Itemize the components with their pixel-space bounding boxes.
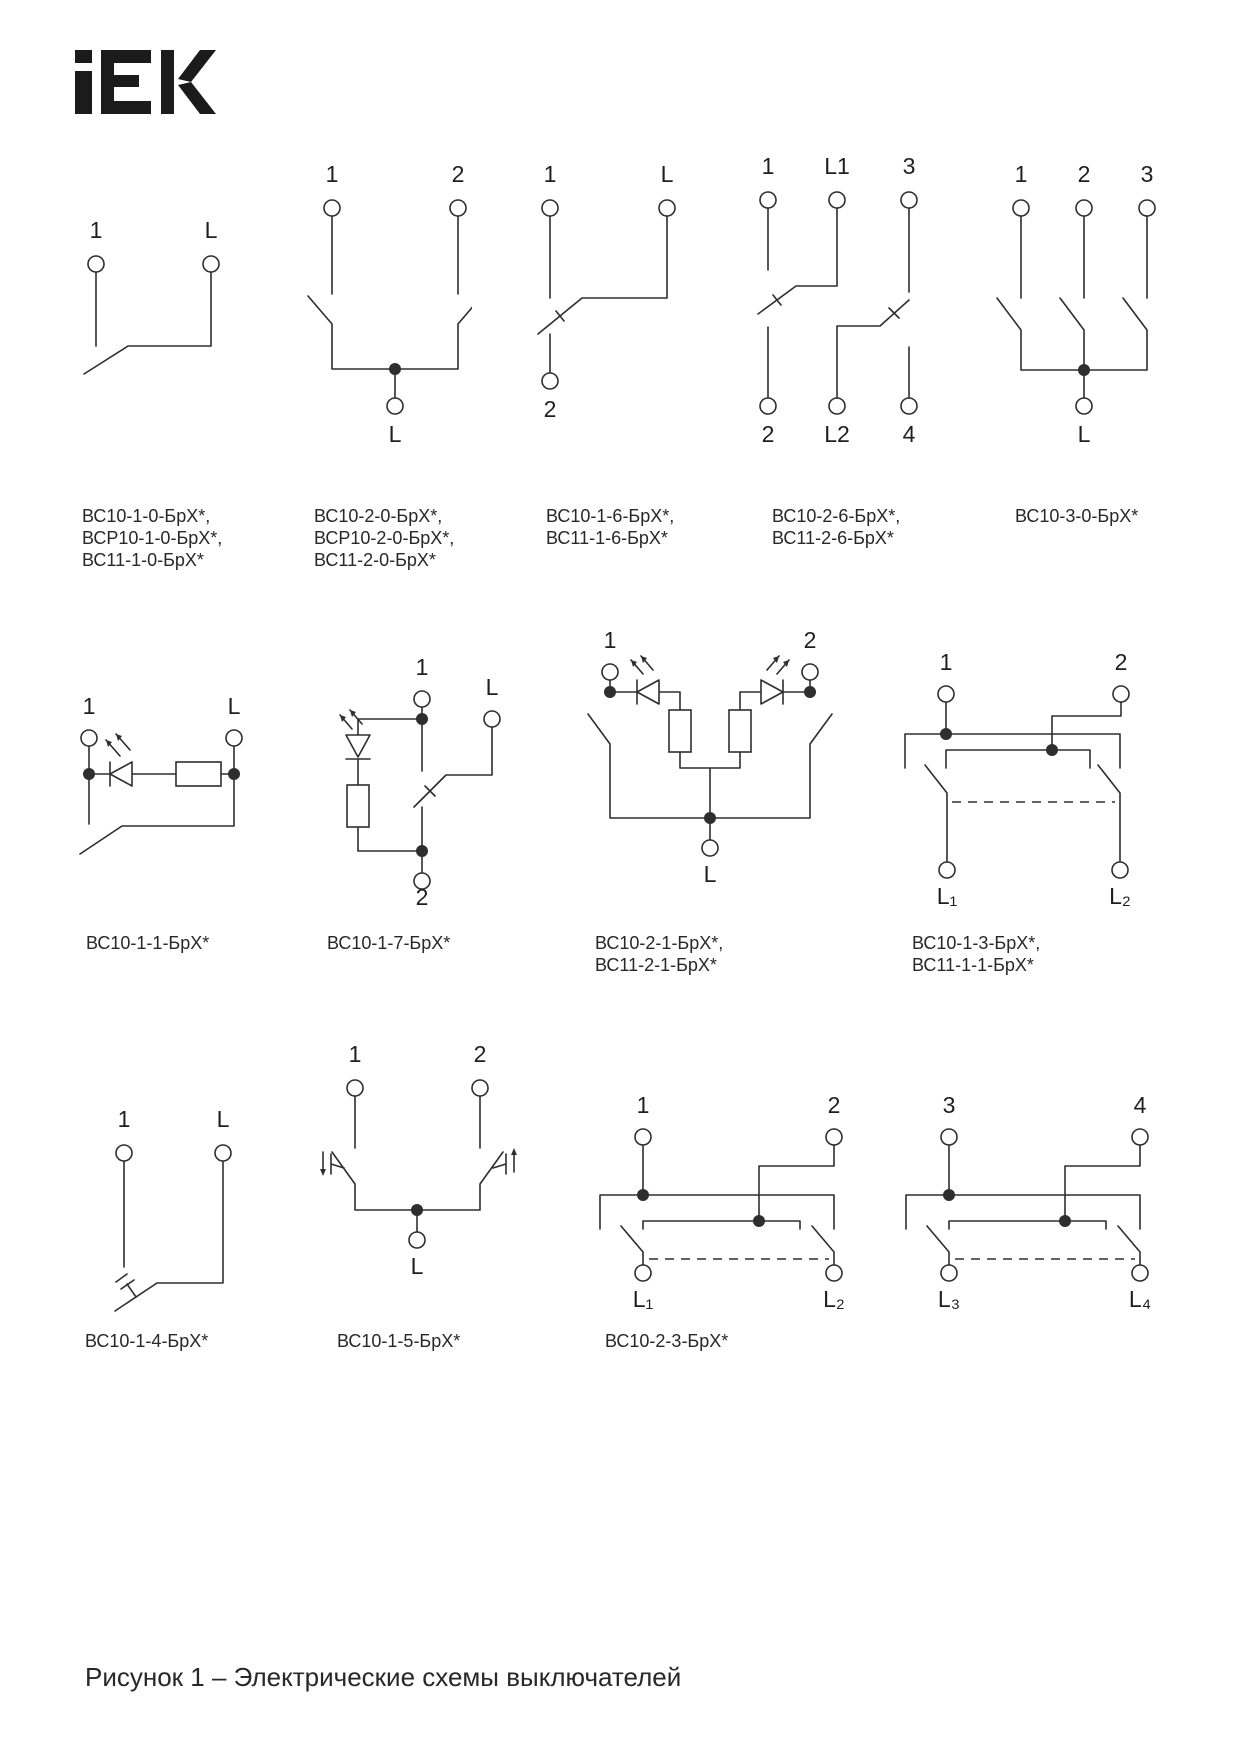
schematic-bc10-1-3	[890, 650, 1150, 925]
product-codes	[546, 505, 674, 549]
junction-dot	[416, 713, 428, 725]
resistor-icon	[729, 710, 751, 752]
terminal-circle	[1132, 1129, 1148, 1145]
terminal-label: 1	[415, 655, 429, 680]
product-codes	[86, 932, 209, 954]
terminal-label: 1	[89, 217, 103, 243]
schematic-bc10-1-1	[76, 692, 251, 902]
terminal-circle	[829, 192, 845, 208]
schematic-bc10-2-0	[292, 158, 472, 458]
terminal-circle	[1113, 686, 1129, 702]
schematic-bc10-2-3	[585, 1095, 1205, 1322]
product-code-line: ВС10-2-0-БрХ*,	[314, 506, 443, 526]
wires	[997, 216, 1147, 398]
terminal-circle	[939, 862, 955, 878]
terminal-label: 1	[117, 1106, 131, 1132]
led-emission-arrows-icon	[106, 734, 130, 756]
terminal-label: L	[204, 217, 218, 243]
terminal-label: 1	[603, 628, 617, 653]
junction-dot	[604, 686, 616, 698]
terminal-circle	[1076, 200, 1092, 216]
terminal-label: 1	[543, 161, 557, 187]
terminal-label: L	[485, 674, 499, 700]
led-icon	[761, 680, 783, 704]
terminal-circle	[542, 200, 558, 216]
terminal-label: 2	[1114, 650, 1128, 675]
terminal-circle	[635, 1265, 651, 1281]
terminal-label: 1	[1014, 161, 1028, 187]
terminal-label: 1	[636, 1095, 650, 1118]
product-codes	[605, 1330, 728, 1352]
product-code-line: ВС11-1-1-БрХ*	[912, 955, 1034, 975]
terminal-circle	[1132, 1265, 1148, 1281]
terminal-circle	[941, 1129, 957, 1145]
junction-dot	[416, 845, 428, 857]
terminal-circle	[1076, 398, 1092, 414]
push-actuator-icon	[116, 1274, 136, 1297]
terminal-circle	[602, 664, 618, 680]
product-codes	[772, 505, 900, 549]
wires	[905, 702, 1121, 862]
product-code-line: ВС10-1-6-БрХ*,	[546, 506, 675, 526]
resistor-icon	[347, 785, 369, 827]
terminal-label: 1	[939, 650, 953, 675]
terminal-label: 2	[803, 628, 817, 653]
product-code-line: ВС10-1-4-БрХ*	[85, 1331, 209, 1351]
junction-dot	[1046, 744, 1058, 756]
figure-caption: Рисунок 1 – Электрические схемы выключателей	[85, 1662, 682, 1692]
product-code-line: ВС10-2-6-БрХ*,	[772, 506, 901, 526]
terminal-circle	[203, 256, 219, 272]
product-code-line: ВСР10-1-0-БрХ*,	[82, 528, 223, 548]
terminal-label: L2	[824, 421, 850, 447]
product-code-line: ВС11-1-6-БрХ*	[546, 528, 668, 548]
terminal-label: L₁	[632, 1286, 654, 1312]
terminal-circle	[542, 373, 558, 389]
terminal-label: 2	[451, 161, 465, 187]
junction-dot	[83, 768, 95, 780]
terminal-circle	[226, 730, 242, 746]
terminal-label: 2	[473, 1041, 487, 1067]
terminal-circle	[1139, 200, 1155, 216]
product-codes	[314, 505, 454, 571]
product-code-line: ВС10-1-5-БрХ*	[337, 1331, 461, 1351]
terminal-label: 2	[415, 884, 429, 907]
resistor-icon	[176, 762, 221, 786]
terminal-label: 3	[902, 153, 916, 179]
terminal-label: L	[227, 693, 241, 719]
terminal-label: L₂	[823, 1286, 845, 1312]
schematic-bc10-1-6	[480, 158, 710, 458]
terminal-circle	[826, 1129, 842, 1145]
terminal-circle	[1013, 200, 1029, 216]
terminal-label: 2	[827, 1095, 841, 1118]
schematic-bc10-2-6	[688, 148, 933, 453]
schematic-bc10-1-5	[318, 1040, 533, 1295]
product-codes	[595, 932, 723, 976]
product-codes	[337, 1330, 460, 1352]
product-code-line: ВС10-2-1-БрХ*,	[595, 933, 724, 953]
terminal-label: L₄	[1128, 1286, 1152, 1312]
terminal-label: L	[660, 161, 674, 187]
terminal-circle	[760, 192, 776, 208]
led-icon	[110, 762, 132, 786]
terminal-label: 3	[942, 1095, 956, 1118]
terminal-label: L	[703, 861, 717, 887]
terminal-circle	[659, 200, 675, 216]
led-icon	[637, 680, 659, 704]
schematic-bc10-1-4	[95, 1105, 275, 1340]
terminal-circle	[324, 200, 340, 216]
product-code-line: ВС11-2-0-БрХ*	[314, 550, 436, 570]
terminal-label: L	[388, 421, 402, 447]
terminal-circle	[484, 711, 500, 727]
terminal-label: L₁	[936, 883, 958, 909]
wires	[115, 1161, 223, 1311]
terminal-circle	[387, 398, 403, 414]
terminal-circle	[88, 256, 104, 272]
led-icon	[346, 735, 370, 757]
product-codes	[912, 932, 1040, 976]
junction-dot	[637, 1189, 649, 1201]
terminal-label: 1	[761, 153, 775, 179]
terminal-label: 2	[1077, 161, 1091, 187]
junction-dot	[228, 768, 240, 780]
terminal-circle	[409, 1232, 425, 1248]
terminal-circle	[829, 398, 845, 414]
terminal-circle	[901, 398, 917, 414]
terminal-circle	[760, 398, 776, 414]
wires	[84, 272, 211, 374]
push-actuator-icon	[331, 1154, 506, 1174]
product-codes	[327, 932, 450, 954]
terminal-label: L	[216, 1106, 230, 1132]
product-code-line: ВС10-1-3-БрХ*,	[912, 933, 1041, 953]
product-code-line: ВС11-1-0-БрХ*	[82, 550, 204, 570]
schematic-bc10-2-1	[585, 628, 835, 903]
terminal-label: 2	[761, 421, 775, 447]
wires	[538, 216, 667, 373]
terminal-circle	[1112, 862, 1128, 878]
junction-dot	[704, 812, 716, 824]
junction-dot	[1059, 1215, 1071, 1227]
terminal-circle	[215, 1145, 231, 1161]
product-code-line: ВС10-2-3-БрХ*	[605, 1331, 729, 1351]
terminal-circle	[450, 200, 466, 216]
terminal-circle	[414, 691, 430, 707]
junction-dot	[1078, 364, 1090, 376]
terminal-circle	[702, 840, 718, 856]
terminal-circle	[635, 1129, 651, 1145]
product-codes	[82, 505, 222, 571]
terminal-circle	[901, 192, 917, 208]
wires	[758, 208, 909, 398]
iek-logo	[75, 50, 220, 114]
terminal-circle	[938, 686, 954, 702]
junction-dot	[943, 1189, 955, 1201]
product-code-line: ВС11-2-1-БрХ*	[595, 955, 717, 975]
junction-dot	[940, 728, 952, 740]
wires	[600, 1145, 1140, 1265]
terminal-circle	[826, 1265, 842, 1281]
terminal-label: L	[410, 1253, 424, 1279]
terminal-label: 1	[348, 1041, 362, 1067]
terminal-circle	[81, 730, 97, 746]
schematic-bc10-3-0	[975, 158, 1185, 458]
product-code-line: ВС10-1-0-БрХ*,	[82, 506, 211, 526]
product-codes	[85, 1330, 208, 1352]
terminal-circle	[941, 1265, 957, 1281]
terminal-circle	[472, 1080, 488, 1096]
terminal-circle	[802, 664, 818, 680]
terminal-label: 1	[325, 161, 339, 187]
product-code-line: ВС10-3-0-БрХ*	[1015, 506, 1139, 526]
terminal-label: 3	[1140, 161, 1154, 187]
schematic-bc10-1-7	[330, 655, 515, 912]
junction-dot	[389, 363, 401, 375]
terminal-label: L	[1077, 421, 1091, 447]
terminal-label: 4	[902, 421, 916, 447]
terminal-label: L₂	[1109, 883, 1131, 909]
product-codes	[1015, 505, 1138, 527]
terminal-label: 1	[82, 693, 96, 719]
terminal-circle	[116, 1145, 132, 1161]
product-code-line: ВСР10-2-0-БрХ*,	[314, 528, 455, 548]
junction-dot	[411, 1204, 423, 1216]
terminal-label: L₃	[937, 1286, 961, 1312]
terminal-label: 4	[1133, 1095, 1147, 1118]
led-emission-arrows-icon	[631, 656, 789, 674]
product-code-line: ВС10-1-7-БрХ*	[327, 933, 451, 953]
junction-dot	[753, 1215, 765, 1227]
product-code-line: ВС11-2-6-БрХ*	[772, 528, 894, 548]
terminal-label: L1	[824, 153, 850, 179]
terminal-label: 2	[543, 396, 557, 422]
schematic-bc10-1-0	[70, 216, 230, 396]
product-code-line: ВС10-1-1-БрХ*	[86, 933, 210, 953]
resistor-icon	[669, 710, 691, 752]
junction-dot	[804, 686, 816, 698]
terminal-circle	[347, 1080, 363, 1096]
